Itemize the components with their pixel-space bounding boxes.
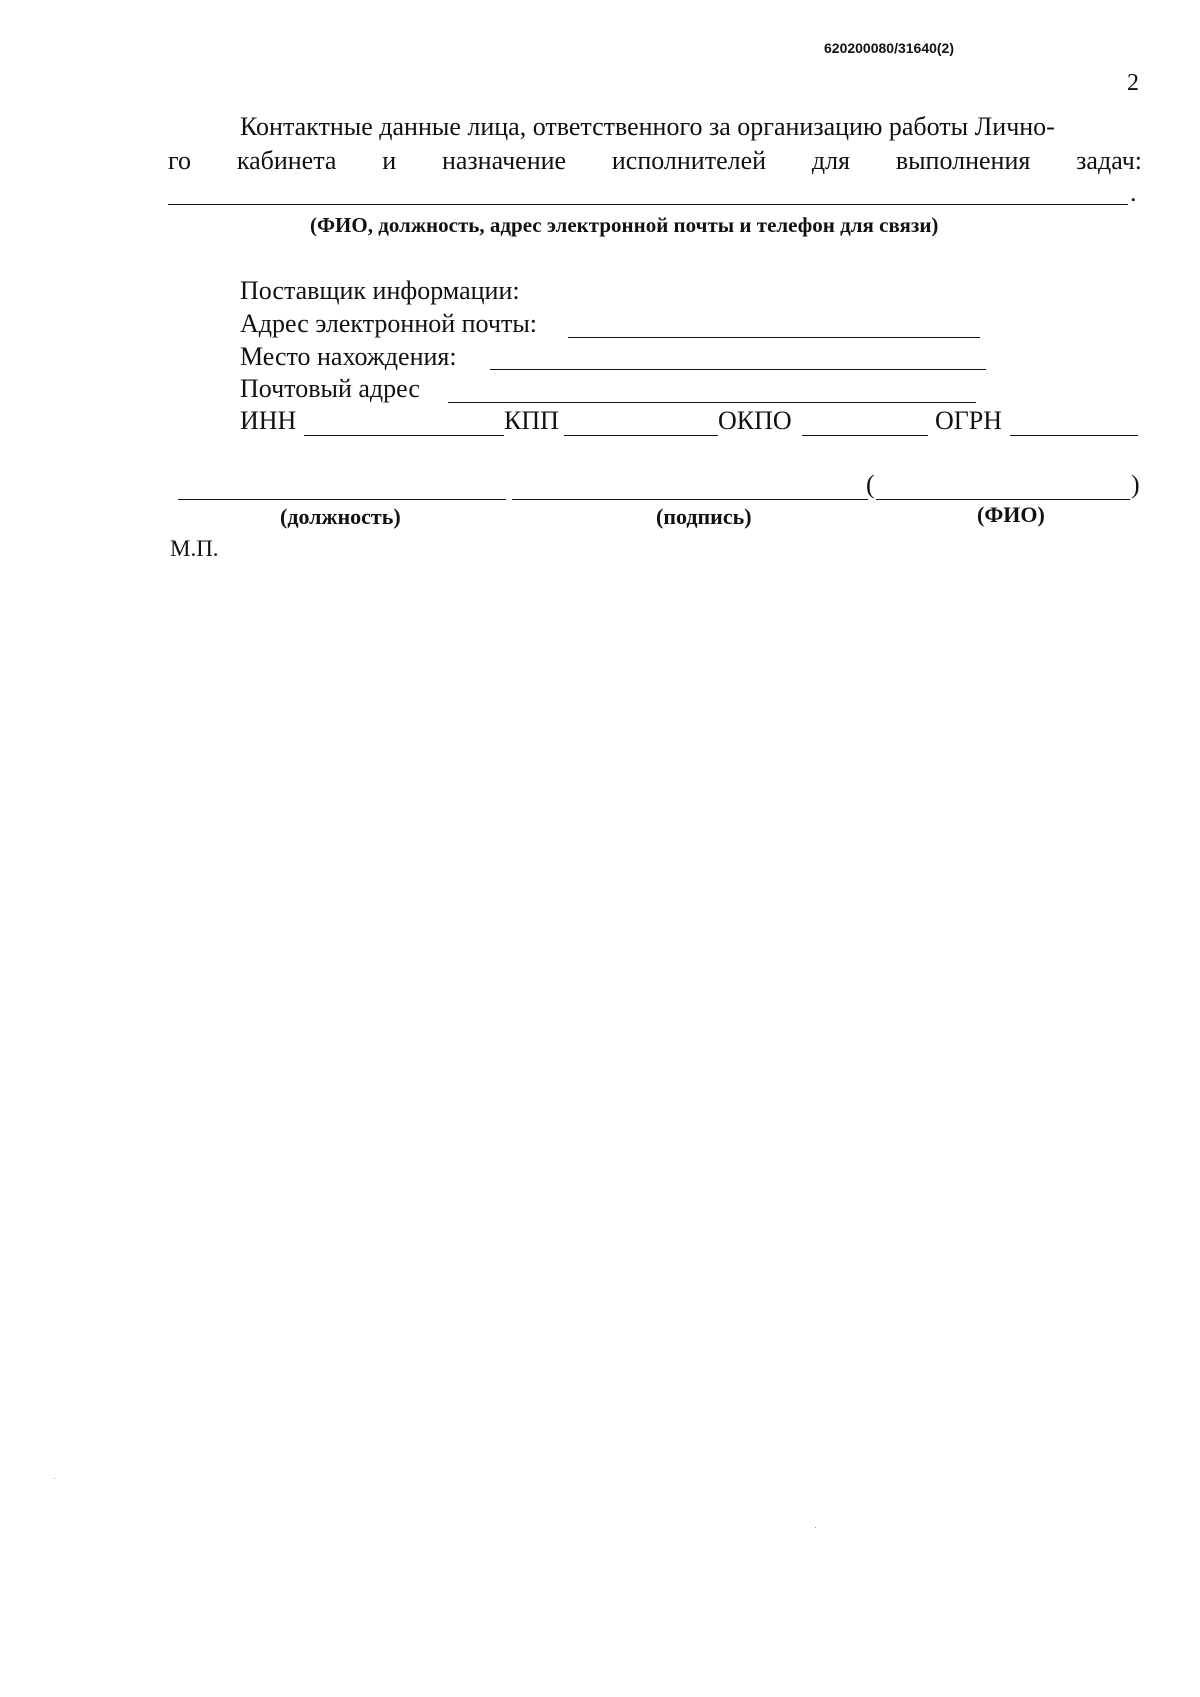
scan-speck bbox=[54, 1478, 55, 1479]
contact-word: го bbox=[168, 146, 192, 175]
name-close-paren: ) bbox=[1131, 470, 1140, 499]
contact-person-field[interactable] bbox=[168, 204, 1128, 205]
kpp-label: КПП bbox=[504, 406, 559, 435]
page-number: 2 bbox=[1127, 70, 1139, 96]
location-field[interactable] bbox=[490, 369, 986, 370]
position-caption: (должность) bbox=[280, 504, 401, 529]
contact-word: назначение bbox=[441, 146, 567, 175]
stamp-mark: М.П. bbox=[170, 536, 219, 561]
signature-caption: (подпись) bbox=[656, 504, 752, 529]
name-caption: (ФИО) bbox=[977, 502, 1045, 527]
document-id: 620200080/31640(2) bbox=[824, 40, 955, 56]
signature-field[interactable] bbox=[512, 499, 868, 500]
okpo-label: ОКПО bbox=[718, 406, 792, 435]
okpo-field[interactable] bbox=[802, 435, 928, 436]
contact-field-caption: (ФИО, должность, адрес электронной почты и телефон для связи) bbox=[310, 213, 939, 237]
email-field[interactable] bbox=[568, 337, 980, 338]
contact-paragraph-line2 bbox=[168, 146, 1142, 176]
name-field[interactable] bbox=[876, 499, 1130, 500]
contact-word: и bbox=[382, 146, 397, 175]
scan-speck bbox=[815, 1527, 816, 1528]
contact-paragraph-line1: Контактные данные лица, ответственного за организацию работы Лично- bbox=[240, 112, 1055, 141]
inn-field[interactable] bbox=[304, 435, 504, 436]
name-open-paren: ( bbox=[866, 470, 875, 499]
contact-line-end: . bbox=[1130, 178, 1137, 207]
contact-word: задач: bbox=[1076, 146, 1142, 175]
contact-word: кабинета bbox=[236, 146, 337, 175]
ogrn-label: ОГРН bbox=[935, 406, 1003, 435]
position-field[interactable] bbox=[178, 499, 506, 500]
inn-label: ИНН bbox=[240, 406, 297, 435]
supplier-title: Поставщик информации: bbox=[240, 276, 520, 305]
email-label: Адрес электронной почты: bbox=[240, 309, 538, 338]
contact-word: выполнения bbox=[895, 146, 1031, 175]
contact-word: для bbox=[811, 146, 851, 175]
contact-word: исполнителей bbox=[611, 146, 767, 175]
postal-address-label: Почтовый адрес bbox=[240, 374, 420, 403]
postal-address-field[interactable] bbox=[448, 402, 976, 403]
ogrn-field[interactable] bbox=[1010, 435, 1138, 436]
kpp-field[interactable] bbox=[564, 435, 718, 436]
location-label: Место нахождения: bbox=[240, 342, 457, 371]
